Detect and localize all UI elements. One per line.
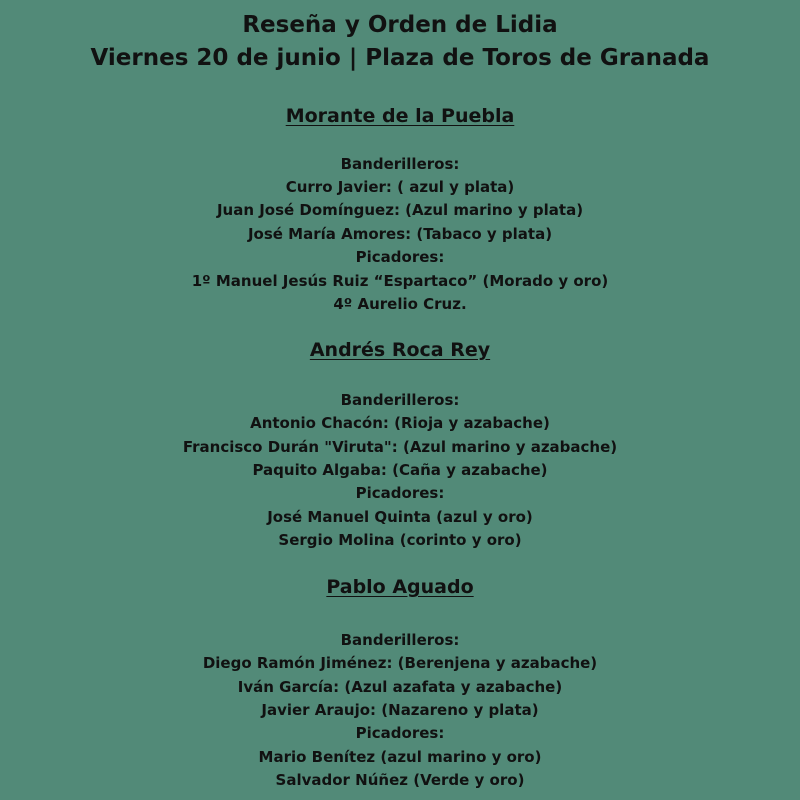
crew-line: Antonio Chacón: (Rioja y azabache) [250,414,550,432]
section-heading: Morante de la Puebla [285,105,515,127]
page-title [0,9,800,75]
role-label-picadores: Picadores: [355,484,445,502]
crew-line: Javier Araujo: (Nazareno y plata) [261,701,539,719]
crew-line: 1º Manuel Jesús Ruiz “Espartaco” (Morado y oro) [191,272,609,290]
crew-line: Mario Benítez (azul marino y oro) [258,748,542,766]
role-label-banderilleros: Banderilleros: [340,391,460,409]
crew-line: Paquito Algaba: (Caña y azabache) [252,461,548,479]
crew-line: Francisco Durán "Viruta": (Azul marino y azabache) [182,438,618,456]
crew-line: José María Amores: (Tabaco y plata) [247,225,553,243]
role-label-picadores: Picadores: [355,724,445,742]
section-heading: Andrés Roca Rey [309,339,491,361]
role-label-banderilleros: Banderilleros: [340,155,460,173]
section-heading: Pablo Aguado [326,576,474,598]
crew-line: Iván García: (Azul azafata y azabache) [237,678,563,696]
crew-line: Sergio Molina (corinto y oro) [278,531,522,549]
title-line-2: Viernes 20 de junio | Plaza de Toros de Granada [90,45,710,71]
crew-line: Curro Javier: ( azul y plata) [285,178,515,196]
role-label-banderilleros: Banderilleros: [340,631,460,649]
crew-line: Salvador Núñez (Verde y oro) [275,771,525,789]
crew-line: Diego Ramón Jiménez: (Berenjena y azabache) [202,654,598,672]
crew-line: Juan José Domínguez: (Azul marino y plata) [216,201,584,219]
role-label-picadores: Picadores: [355,248,445,266]
crew-line: 4º Aurelio Cruz. [333,295,467,313]
crew-line: José Manuel Quinta (azul y oro) [267,508,533,526]
title-line-1: Reseña y Orden de Lidia [242,12,558,38]
